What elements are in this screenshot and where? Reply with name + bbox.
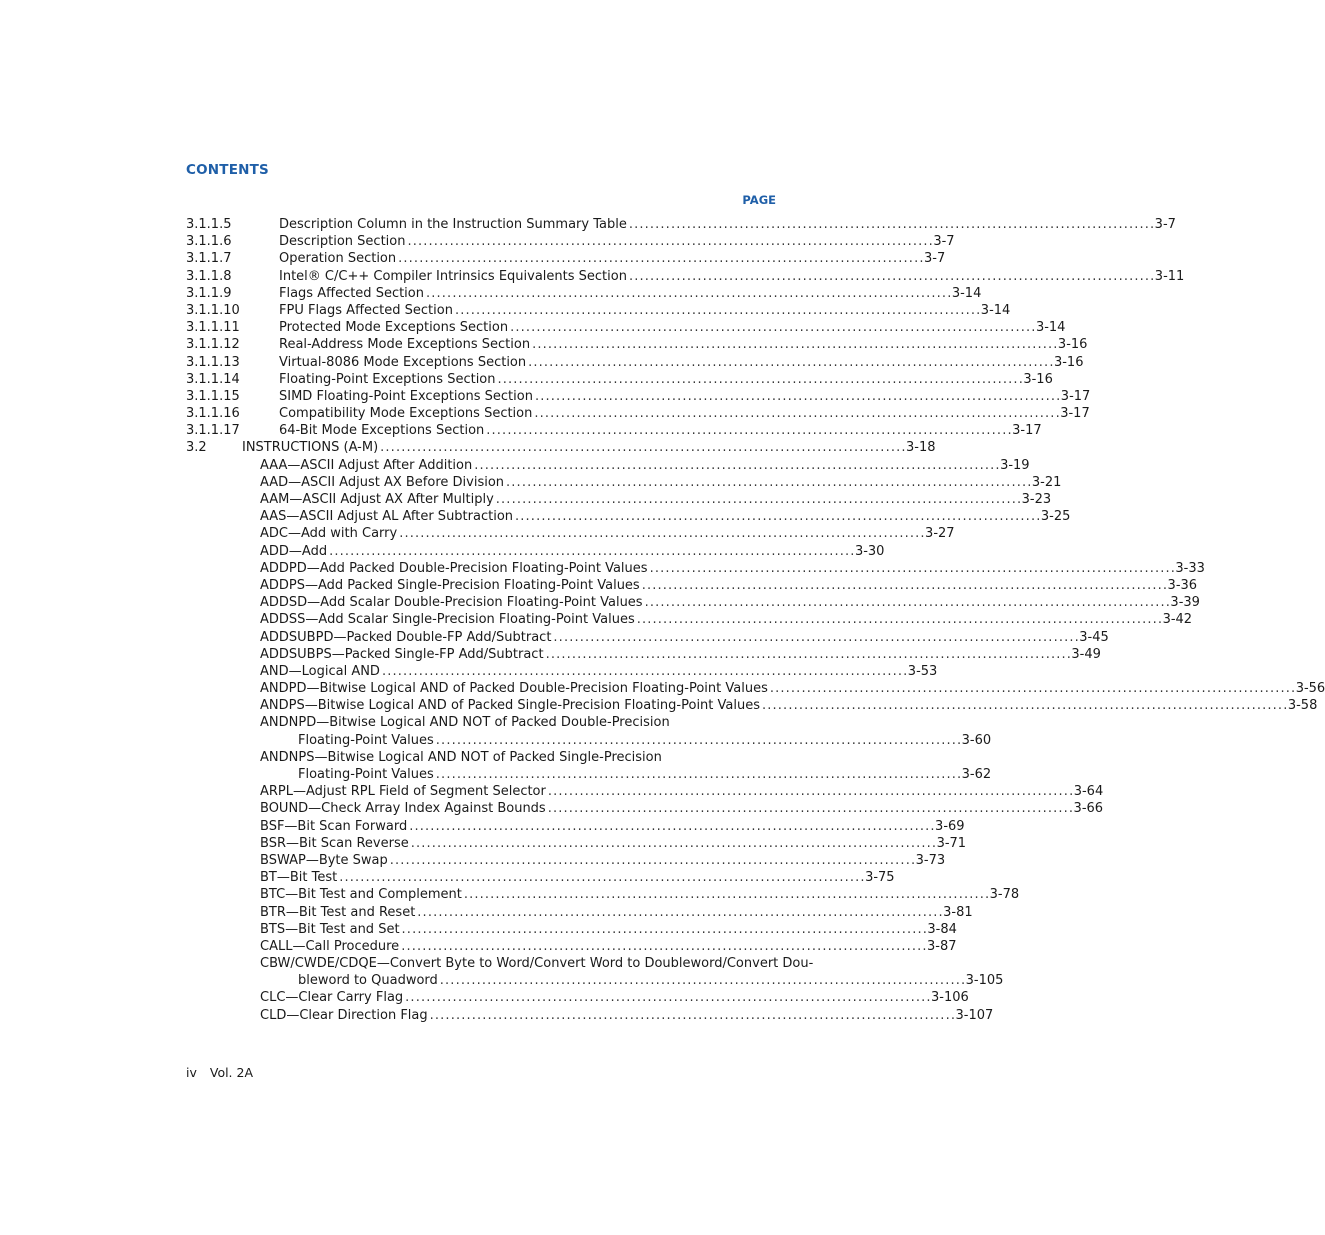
toc-entry[interactable] [186, 285, 982, 302]
toc-entry[interactable] [186, 233, 955, 250]
toc-entry-title: ADD—Add [260, 543, 328, 559]
toc-entry-page[interactable]: 3-73 [915, 852, 946, 868]
toc-entry[interactable] [186, 474, 1062, 491]
toc-entry-number: 3.1.1.14 [186, 371, 240, 387]
toc-entry[interactable] [186, 319, 1066, 336]
dot-leader [548, 800, 1072, 817]
toc-entry-page[interactable]: 3-78 [989, 887, 1020, 903]
toc-entry[interactable] [186, 216, 1176, 233]
toc-entry[interactable] [186, 354, 1084, 371]
toc-entry [186, 955, 814, 972]
toc-entry-page[interactable]: 3-84 [927, 921, 957, 937]
toc-entry[interactable] [186, 457, 1030, 474]
toc-entry-page[interactable]: 3-71 [936, 835, 967, 851]
dot-leader [528, 354, 1052, 371]
toc-entry[interactable] [186, 405, 1090, 422]
toc-entry-page[interactable]: 3-23 [1021, 492, 1052, 507]
toc-entry-number: 3.1.1.10 [186, 302, 240, 318]
dot-leader [510, 319, 1034, 336]
toc-entry-page[interactable]: 3-75 [865, 870, 895, 886]
toc-entry[interactable] [186, 886, 1020, 903]
toc-entry-title: ADDSUBPS—Packed Single-FP Add/Subtract [260, 646, 544, 662]
dot-leader [548, 783, 1072, 800]
toc-entry-page[interactable]: 3-60 [961, 732, 992, 748]
dot-leader [464, 886, 988, 903]
dot-leader [762, 697, 1286, 714]
toc-entry[interactable] [186, 491, 1052, 508]
dot-leader [407, 233, 931, 250]
dot-leader [440, 972, 964, 989]
toc-entry-page[interactable]: 3-62 [961, 767, 992, 782]
toc-entry-title: FPU Flags Affected Section [279, 302, 453, 318]
toc-entry[interactable] [186, 508, 1071, 525]
toc-entry-title: AAD—ASCII Adjust AX Before Division [260, 474, 505, 490]
toc-entry-number: 3.1.1.13 [186, 354, 240, 370]
toc-entry-number: 3.1.1.9 [186, 285, 232, 301]
toc-entry-title: ADDSUBPD—Packed Double-FP Add/Subtract [260, 629, 552, 645]
toc-entry[interactable] [186, 989, 969, 1006]
dot-leader [532, 336, 1056, 353]
dot-leader [629, 216, 1153, 233]
dot-leader [399, 525, 923, 542]
toc-entry-title: CLC—Clear Carry Flag [260, 990, 404, 1006]
toc-entry-title: Operation Section [279, 251, 397, 267]
toc-entry-title: Compatibility Mode Exceptions Section [279, 406, 533, 422]
toc-entry-number: 3.1.1.16 [186, 406, 240, 422]
toc-entry-page[interactable]: 3-56 [1295, 681, 1325, 697]
toc-entry-page[interactable]: 3-7 [1154, 217, 1176, 232]
toc-entry-title: Virtual-8086 Mode Exceptions Section [279, 354, 527, 370]
dot-leader [329, 543, 853, 560]
toc-entry-page[interactable]: 3-21 [1031, 474, 1062, 490]
toc-entry-title: Floating-Point Values [298, 767, 434, 782]
footer-volume: Vol. 2A [209, 1065, 254, 1080]
toc-entry [186, 714, 777, 731]
toc-entry[interactable] [186, 371, 1053, 388]
toc-entry-number: 3.1.1.17 [186, 423, 240, 439]
toc-entry-page[interactable]: 3-14 [1035, 320, 1066, 336]
toc-entry[interactable] [186, 1007, 994, 1024]
toc-entry[interactable] [186, 577, 1198, 594]
toc-entry-page[interactable]: 3-42 [1162, 612, 1193, 628]
toc-entry[interactable] [186, 543, 885, 560]
toc-entry-title: CLD—Clear Direction Flag [260, 1007, 428, 1023]
toc-entry-page[interactable]: 3-87 [927, 938, 957, 954]
toc-entry[interactable] [186, 697, 1318, 714]
toc-entry-title: ADDSS—Add Scalar Single-Precision Floating-Point Values [260, 612, 635, 628]
table-of-contents [186, 216, 1325, 1024]
dot-leader [642, 577, 1166, 594]
toc-entry-page[interactable]: 3-16 [1053, 354, 1084, 370]
page-column-label: PAGE [742, 193, 776, 207]
toc-entry-page[interactable]: 3-17 [1060, 388, 1091, 404]
toc-entry-number: 3.2 [186, 440, 207, 456]
toc-entry-title: BOUND—Check Array Index Against Bounds [260, 801, 546, 817]
toc-entry[interactable] [186, 336, 1088, 353]
toc-entry[interactable] [186, 818, 965, 835]
toc-entry[interactable] [186, 800, 1104, 817]
toc-entry-title: ADC—Add with Carry [260, 526, 398, 542]
toc-entry[interactable] [186, 250, 946, 267]
dot-leader [436, 732, 960, 749]
toc-entry-title: SIMD Floating-Point Exceptions Section [279, 388, 533, 404]
toc-entry-title: ANDPD—Bitwise Logical AND of Packed Double-Precision Floating-Point Values [260, 681, 768, 697]
toc-entry-title: Floating-Point Exceptions Section [279, 371, 496, 387]
dot-leader [546, 646, 1070, 663]
toc-entry-page[interactable]: 3-7 [923, 251, 946, 267]
toc-entry[interactable] [186, 302, 1011, 319]
toc-entry[interactable] [186, 732, 992, 749]
toc-entry[interactable] [186, 852, 946, 869]
dot-leader [411, 835, 935, 852]
toc-entry-page[interactable]: 3-45 [1079, 629, 1109, 645]
toc-entry[interactable] [186, 594, 1200, 611]
toc-entry-title: ADDSD—Add Scalar Double-Precision Floating-Point Values [260, 595, 643, 611]
dot-leader [474, 457, 998, 474]
toc-entry-title: AND—Logical AND [260, 663, 380, 679]
toc-entry-title: Floating-Point Values [298, 732, 434, 748]
dot-leader [486, 422, 1010, 439]
toc-entry[interactable] [186, 388, 1091, 405]
toc-entry-title: CALL—Call Procedure [260, 938, 400, 954]
toc-entry-title: Real-Address Mode Exceptions Section [279, 337, 531, 353]
toc-entry-number: 3.1.1.5 [186, 217, 232, 232]
toc-entry-page[interactable]: 3-11 [1154, 268, 1185, 284]
toc-entry-title: BT—Bit Test [260, 870, 338, 886]
toc-entry[interactable] [186, 525, 955, 542]
toc-heading: CONTENTS [186, 162, 269, 178]
dot-leader [380, 439, 904, 456]
toc-entry[interactable] [186, 835, 967, 852]
dot-leader [405, 989, 929, 1006]
toc-entry [186, 749, 777, 766]
dot-leader [426, 285, 950, 302]
dot-leader [398, 250, 922, 267]
dot-leader [506, 474, 1030, 491]
toc-entry[interactable] [186, 646, 1101, 663]
toc-entry-title: ADDPS—Add Packed Single-Precision Floating-Point Values [260, 577, 640, 593]
toc-entry-title: INSTRUCTIONS (A-M) [242, 440, 379, 456]
toc-entry[interactable] [186, 560, 1205, 577]
dot-leader [637, 611, 1161, 628]
toc-entry-title: ARPL—Adjust RPL Field of Segment Selector [260, 784, 546, 800]
toc-entry-page[interactable]: 3-17 [1012, 423, 1042, 439]
toc-entry-number: 3.1.1.6 [186, 234, 232, 250]
toc-entry-page[interactable]: 3-16 [1057, 337, 1088, 353]
toc-entry-page[interactable]: 3-58 [1287, 698, 1318, 714]
toc-entry[interactable] [186, 783, 1104, 800]
toc-entry[interactable] [186, 629, 1109, 646]
dot-leader [455, 302, 979, 319]
toc-entry[interactable] [186, 869, 895, 886]
toc-entry-page[interactable]: 3-7 [933, 234, 955, 250]
dot-leader [382, 663, 906, 680]
dot-leader [409, 818, 933, 835]
toc-entry-title: Description Section [279, 234, 406, 250]
dot-leader [629, 268, 1153, 285]
toc-entry[interactable] [186, 938, 957, 955]
toc-entry[interactable] [186, 921, 957, 938]
dot-leader [553, 629, 1077, 646]
toc-entry-page[interactable]: 3-16 [1023, 371, 1053, 387]
toc-entry-title: AAM—ASCII Adjust AX After Multiply [260, 492, 494, 507]
toc-entry-title: ADDPD—Add Packed Double-Precision Floating-Point Values [260, 560, 648, 576]
dot-leader [535, 388, 1059, 405]
toc-entry-page[interactable]: 3-25 [1040, 509, 1071, 525]
toc-entry[interactable] [186, 972, 1004, 989]
toc-entry-page[interactable]: 3-27 [925, 526, 955, 542]
toc-entry-page[interactable]: 3-39 [1170, 595, 1200, 611]
toc-entry-number: 3.1.1.7 [186, 251, 232, 267]
toc-entry[interactable] [186, 904, 973, 921]
dot-leader [770, 680, 1294, 697]
dot-leader [401, 938, 925, 955]
toc-entry-page[interactable]: 3-105 [965, 973, 1004, 989]
toc-entry-page[interactable]: 3-81 [943, 904, 973, 920]
toc-entry-title: Intel® C/C++ Compiler Intrinsics Equivalents Section [279, 268, 627, 284]
toc-entry-title: Flags Affected Section [279, 285, 424, 301]
toc-entry-title: BTC—Bit Test and Complement [260, 887, 462, 903]
toc-entry-title: ANDNPS—Bitwise Logical AND NOT of Packed Single-Precision [260, 749, 662, 765]
footer-page-number: iv [186, 1065, 197, 1080]
toc-entry-page[interactable]: 3-14 [980, 302, 1011, 318]
toc-entry-page[interactable]: 3-106 [931, 990, 969, 1006]
toc-entry-title: AAS—ASCII Adjust AL After Subtraction [260, 509, 514, 525]
page-footer [186, 1065, 253, 1080]
toc-entry-page[interactable]: 3-30 [854, 543, 885, 559]
dot-leader [534, 405, 1058, 422]
toc-entry-page[interactable]: 3-36 [1167, 577, 1198, 593]
toc-entry-number: 3.1.1.8 [186, 268, 232, 284]
toc-entry[interactable] [186, 422, 1042, 439]
toc-entry-title: ANDPS—Bitwise Logical AND of Packed Single-Precision Floating-Point Values [260, 698, 760, 714]
toc-entry-title: Description Column in the Instruction Summary Table [279, 217, 627, 232]
toc-entry-title: ANDNPD—Bitwise Logical AND NOT of Packed Double-Precision [260, 715, 670, 731]
dot-leader [645, 594, 1169, 611]
dot-leader [496, 491, 1020, 508]
dot-leader [498, 371, 1022, 388]
toc-entry-number: 3.1.1.11 [186, 320, 240, 336]
dot-leader [339, 869, 863, 886]
toc-entry-title: 64-Bit Mode Exceptions Section [279, 423, 485, 439]
toc-entry[interactable] [186, 439, 936, 456]
toc-entry-title: BSF—Bit Scan Forward [260, 818, 408, 834]
toc-entry-page[interactable]: 3-107 [955, 1007, 994, 1023]
dot-leader [390, 852, 914, 869]
toc-entry-title: BSWAP—Byte Swap [260, 852, 388, 868]
dot-leader [515, 508, 1039, 525]
toc-entry-title: bleword to Quadword [298, 973, 438, 989]
dot-leader [417, 904, 941, 921]
toc-entry-page[interactable]: 3-19 [1000, 457, 1030, 473]
toc-entry[interactable] [186, 766, 992, 783]
toc-entry-number: 3.1.1.12 [186, 337, 240, 353]
toc-entry-page[interactable]: 3-17 [1060, 406, 1090, 422]
dot-leader [650, 560, 1174, 577]
toc-entry-title: BTS—Bit Test and Set [260, 921, 400, 937]
toc-entry-page[interactable]: 3-18 [906, 440, 936, 456]
toc-entry-title: BSR—Bit Scan Reverse [260, 835, 409, 851]
toc-entry-title: BTR—Bit Test and Reset [260, 904, 416, 920]
toc-entry-page[interactable]: 3-64 [1073, 784, 1104, 800]
dot-leader [436, 766, 960, 783]
toc-entry-title: CBW/CWDE/CDQE—Convert Byte to Word/Convert Word to Doubleword/Convert Dou- [260, 956, 814, 972]
toc-entry-page[interactable]: 3-49 [1071, 646, 1101, 662]
toc-entry-title: Protected Mode Exceptions Section [279, 320, 509, 336]
toc-entry-page[interactable]: 3-33 [1175, 560, 1205, 576]
toc-entry[interactable] [186, 663, 938, 680]
dot-leader [430, 1007, 954, 1024]
toc-entry-page[interactable]: 3-69 [935, 818, 965, 834]
dot-leader [402, 921, 926, 938]
toc-entry-number: 3.1.1.15 [186, 388, 240, 404]
toc-entry-page[interactable]: 3-53 [907, 663, 938, 679]
toc-entry-title: AAA—ASCII Adjust After Addition [260, 457, 473, 473]
toc-entry[interactable] [186, 611, 1193, 628]
toc-entry[interactable] [186, 268, 1185, 285]
toc-entry-page[interactable]: 3-14 [951, 285, 982, 301]
toc-entry-page[interactable]: 3-66 [1073, 801, 1104, 817]
toc-entry[interactable] [186, 680, 1325, 697]
